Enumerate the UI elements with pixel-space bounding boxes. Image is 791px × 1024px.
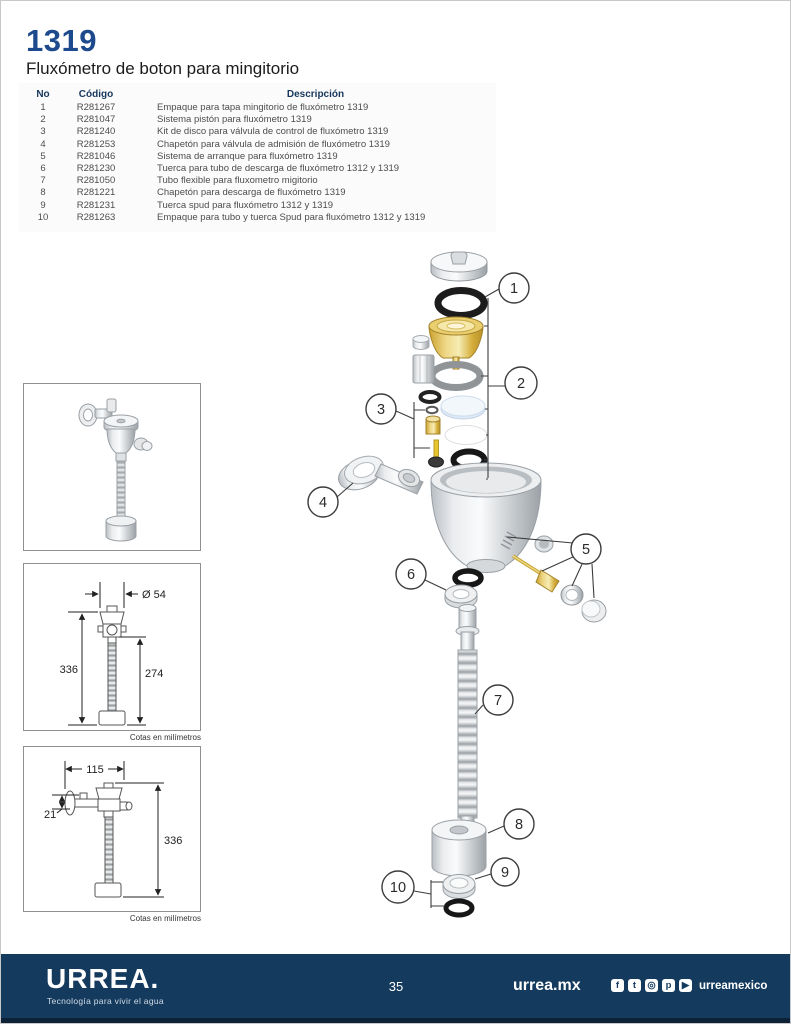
cell-no: 2 bbox=[40, 114, 46, 126]
cell-no: 9 bbox=[40, 199, 46, 211]
gray-seal-ring bbox=[432, 365, 480, 388]
dim-offset-label: 21 bbox=[44, 809, 57, 821]
youtube-icon[interactable]: ▶ bbox=[679, 979, 692, 992]
twitter-icon[interactable]: t bbox=[628, 979, 641, 992]
col-header-descripcion: Descripción bbox=[286, 89, 345, 100]
callout-8 bbox=[504, 809, 534, 839]
dim-tube-height-label: 274 bbox=[145, 668, 164, 680]
cell-codigo: R281221 bbox=[76, 187, 116, 199]
svg-text:10: 10 bbox=[389, 880, 407, 896]
tube-collar-part bbox=[456, 605, 479, 636]
front-dimension-drawing bbox=[24, 564, 200, 730]
spud-nut-part bbox=[443, 875, 475, 899]
brand-tagline: Tecnología para vivir el agua bbox=[47, 996, 164, 1006]
cell-descripcion: Kit de disco para válvula de control de fluxómetro 1319 bbox=[157, 126, 389, 138]
svg-text:2: 2 bbox=[516, 376, 526, 392]
svg-text:7: 7 bbox=[493, 693, 503, 709]
white-disc-part bbox=[445, 426, 487, 445]
facebook-icon[interactable]: f bbox=[611, 979, 624, 992]
dimension-note: Cotas en milímetros bbox=[129, 914, 201, 923]
top-cap-part bbox=[431, 252, 487, 281]
table-row bbox=[29, 114, 496, 126]
social-links bbox=[611, 979, 767, 992]
cell-descripcion: Tubo flexible para fluxometro migitorio bbox=[157, 175, 318, 187]
instagram-icon[interactable]: ◎ bbox=[645, 979, 658, 992]
side-dimension-drawing bbox=[24, 747, 200, 911]
dim-total-height-label: 336 bbox=[164, 835, 183, 847]
callout-2 bbox=[505, 367, 537, 399]
social-handle[interactable]: urreamexico bbox=[699, 979, 768, 992]
spud-o-ring-part bbox=[446, 901, 472, 915]
cell-descripcion: Sistema de arranque para fluxómetro 1319 bbox=[157, 150, 338, 162]
table-row bbox=[29, 175, 496, 187]
cell-descripcion: Chapetón para descarga de fluxómetro 1319 bbox=[157, 187, 346, 199]
cell-descripcion: Tuerca para tubo de descarga de fluxómetro 1312 y 1319 bbox=[157, 163, 400, 175]
assembled-product-figure bbox=[23, 383, 201, 551]
callout-4 bbox=[308, 487, 338, 517]
cell-no: 10 bbox=[37, 211, 49, 223]
cell-codigo: R281240 bbox=[76, 126, 116, 138]
cell-no: 1 bbox=[40, 102, 46, 113]
urrea-logo: URREA. bbox=[46, 963, 160, 994]
table-row bbox=[29, 151, 496, 163]
cell-no: 6 bbox=[40, 163, 46, 175]
inlet-arm-part bbox=[375, 464, 423, 494]
callout-9 bbox=[491, 858, 519, 886]
discharge-nut-part bbox=[445, 585, 477, 608]
cell-codigo: R281046 bbox=[76, 150, 116, 162]
cell-no: 4 bbox=[40, 138, 46, 150]
cell-descripcion: Tuerca spud para fluxómetro 1312 y 1319 bbox=[157, 199, 334, 211]
website-link[interactable]: urrea.mx bbox=[513, 977, 581, 994]
page-title: 1319 bbox=[26, 23, 97, 58]
dim-total-height-label: 336 bbox=[59, 664, 78, 676]
footer-bar bbox=[1, 954, 791, 1024]
parts-table bbox=[19, 83, 496, 232]
cell-descripcion: Empaque para tubo y tuerca Spud para fluxómetro 1312 y 1319 bbox=[157, 211, 426, 223]
flexible-tube-part bbox=[458, 632, 477, 842]
front-dimension-figure bbox=[23, 563, 201, 731]
table-row bbox=[29, 102, 496, 114]
cell-no: 5 bbox=[40, 150, 46, 162]
svg-text:5: 5 bbox=[581, 542, 591, 558]
table-header-row bbox=[29, 87, 496, 102]
cell-codigo: R281050 bbox=[76, 175, 116, 187]
cell-no: 7 bbox=[40, 175, 46, 187]
table-row bbox=[29, 187, 496, 199]
cell-codigo: R281263 bbox=[76, 211, 116, 223]
outlet-o-ring-part bbox=[455, 571, 481, 585]
callout-1 bbox=[499, 273, 529, 303]
callout-3 bbox=[366, 394, 396, 424]
svg-text:6: 6 bbox=[406, 567, 416, 583]
cell-no: 8 bbox=[40, 187, 46, 199]
table-row bbox=[29, 163, 496, 175]
table-row bbox=[29, 212, 496, 224]
col-header-no: No bbox=[36, 89, 50, 100]
cell-codigo: R281231 bbox=[76, 199, 116, 211]
cell-descripcion: Sistema pistón para fluxómetro 1319 bbox=[157, 114, 312, 126]
svg-text:4: 4 bbox=[318, 495, 328, 511]
cell-codigo: R281230 bbox=[76, 163, 116, 175]
callout-7 bbox=[483, 685, 513, 715]
callout-6 bbox=[396, 559, 426, 589]
cell-descripcion: Chapetón para válvula de admisión de fluxómetro 1319 bbox=[157, 138, 390, 150]
cell-codigo: R281267 bbox=[76, 102, 116, 113]
side-dimension-figure bbox=[23, 746, 201, 912]
cell-codigo: R281253 bbox=[76, 138, 116, 150]
callout-10 bbox=[382, 871, 414, 903]
assembled-product-drawing bbox=[24, 384, 200, 550]
valve-body-part bbox=[431, 463, 553, 573]
exploded-diagram bbox=[291, 226, 641, 941]
dim-diameter-label: Ø 54 bbox=[142, 589, 166, 601]
o-ring-part-1 bbox=[438, 291, 484, 316]
table-row bbox=[29, 139, 496, 151]
cell-descripcion: Empaque para tapa mingitorio de fluxómetro 1319 bbox=[157, 102, 369, 113]
svg-text:9: 9 bbox=[500, 865, 510, 881]
svg-text:8: 8 bbox=[514, 817, 524, 833]
col-header-codigo: Código bbox=[78, 89, 114, 100]
svg-text:1: 1 bbox=[509, 281, 519, 297]
pinterest-icon[interactable]: p bbox=[662, 979, 675, 992]
product-subtitle: Fluxómetro de boton para mingitorio bbox=[26, 59, 300, 78]
cell-no: 3 bbox=[40, 126, 46, 138]
footer-bottom-strip bbox=[1, 1018, 791, 1024]
callout-5 bbox=[571, 534, 601, 564]
dim-width-label: 115 bbox=[86, 764, 104, 776]
blue-disc-part bbox=[441, 396, 485, 419]
dimension-note: Cotas en milímetros bbox=[129, 733, 201, 742]
table-row bbox=[29, 200, 496, 212]
cell-codigo: R281047 bbox=[76, 114, 116, 126]
discharge-cap-part bbox=[432, 820, 486, 876]
svg-text:3: 3 bbox=[376, 402, 386, 418]
page-number: 35 bbox=[388, 979, 404, 994]
table-row bbox=[29, 126, 496, 138]
